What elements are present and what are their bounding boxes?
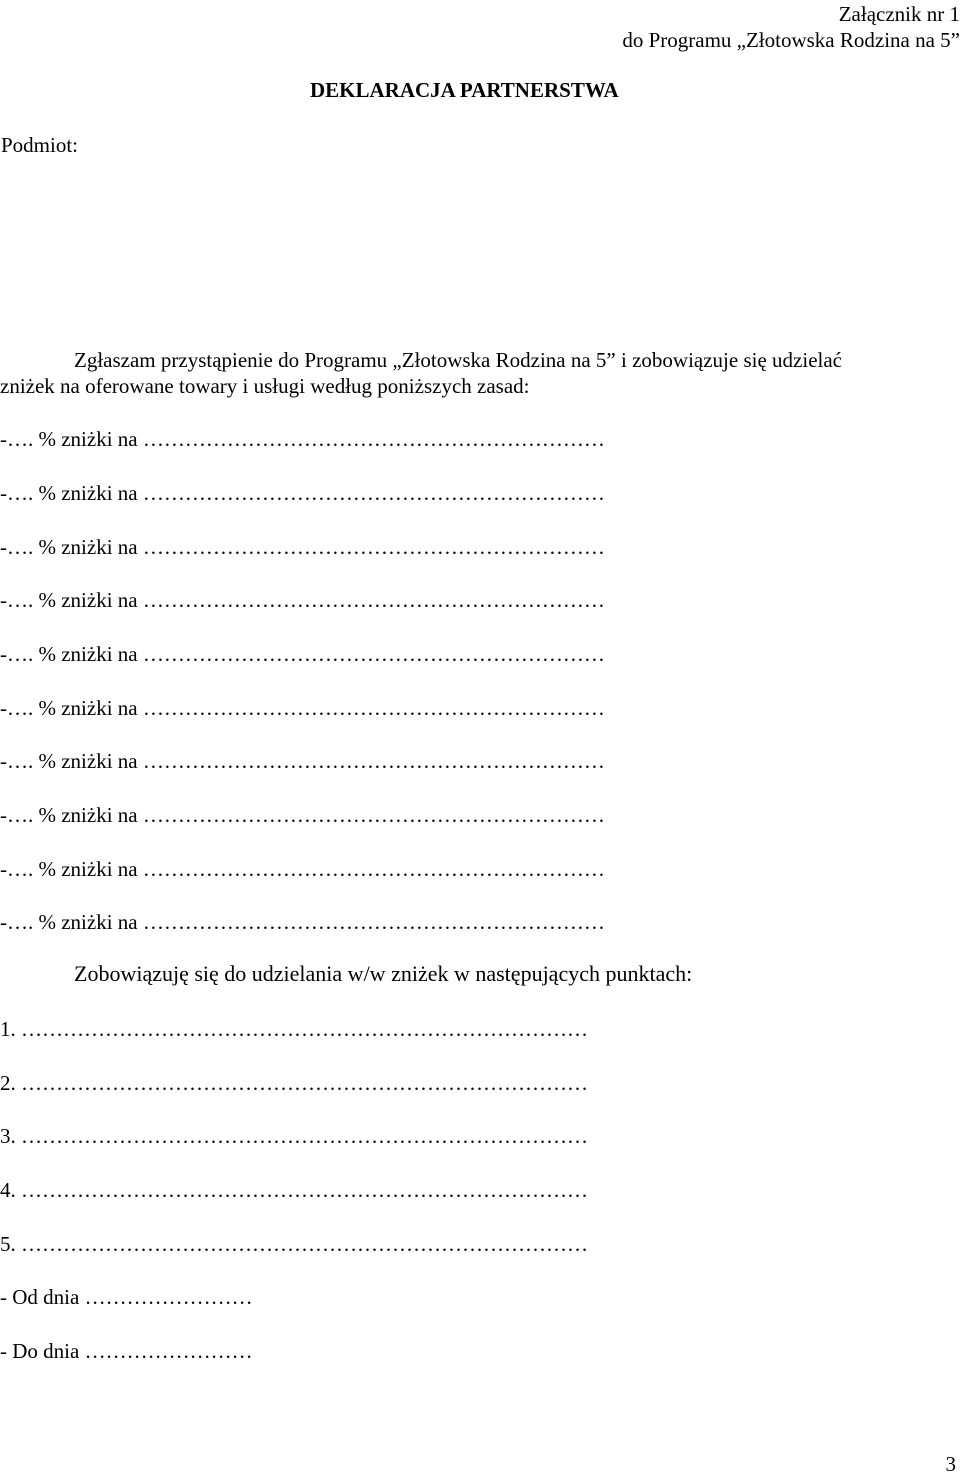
entity-label: Podmiot: [1,133,79,157]
point-line: 1. ……………………………………………………………………… [0,1017,588,1041]
discount-line: -…. % zniżki na ………………………………………………………… [0,857,605,881]
page-number: 3 [945,1452,956,1476]
date-from-line: - Od dnia …………………… [0,1285,253,1309]
intro-line-1: Zgłaszam przystąpienie do Programu „Złotowska Rodzina na 5” i zobowiązuje się udzielać [74,348,842,372]
annex-number: Załącznik nr 1 [838,2,960,26]
document-title: DEKLARACJA PARTNERSTWA [310,78,619,102]
discount-line: -…. % zniżki na ………………………………………………………… [0,481,605,505]
discount-line: -…. % zniżki na ………………………………………………………… [0,803,605,827]
discount-line: -…. % zniżki na ………………………………………………………… [0,427,605,451]
discount-line: -…. % zniżki na ………………………………………………………… [0,588,605,612]
discount-line: -…. % zniżki na ………………………………………………………… [0,749,605,773]
intro-line-2: zniżek na oferowane towary i usługi według poniższych zasad: [0,374,530,398]
discount-line: -…. % zniżki na ………………………………………………………… [0,535,605,559]
date-to-line: - Do dnia …………………… [0,1339,253,1363]
point-line: 5. ……………………………………………………………………… [0,1232,588,1256]
annex-program: do Programu „Złotowska Rodzina na 5” [622,28,960,52]
point-line: 4. ……………………………………………………………………… [0,1178,588,1202]
point-line: 2. ……………………………………………………………………… [0,1071,588,1095]
point-line: 3. ……………………………………………………………………… [0,1124,588,1148]
discount-line: -…. % zniżki na ………………………………………………………… [0,696,605,720]
discount-line: -…. % zniżki na ………………………………………………………… [0,642,605,666]
commitment-text: Zobowiązuję się do udzielania w/w zniżek w następujących punktach: [74,961,693,986]
discount-line: -…. % zniżki na ………………………………………………………… [0,910,605,934]
